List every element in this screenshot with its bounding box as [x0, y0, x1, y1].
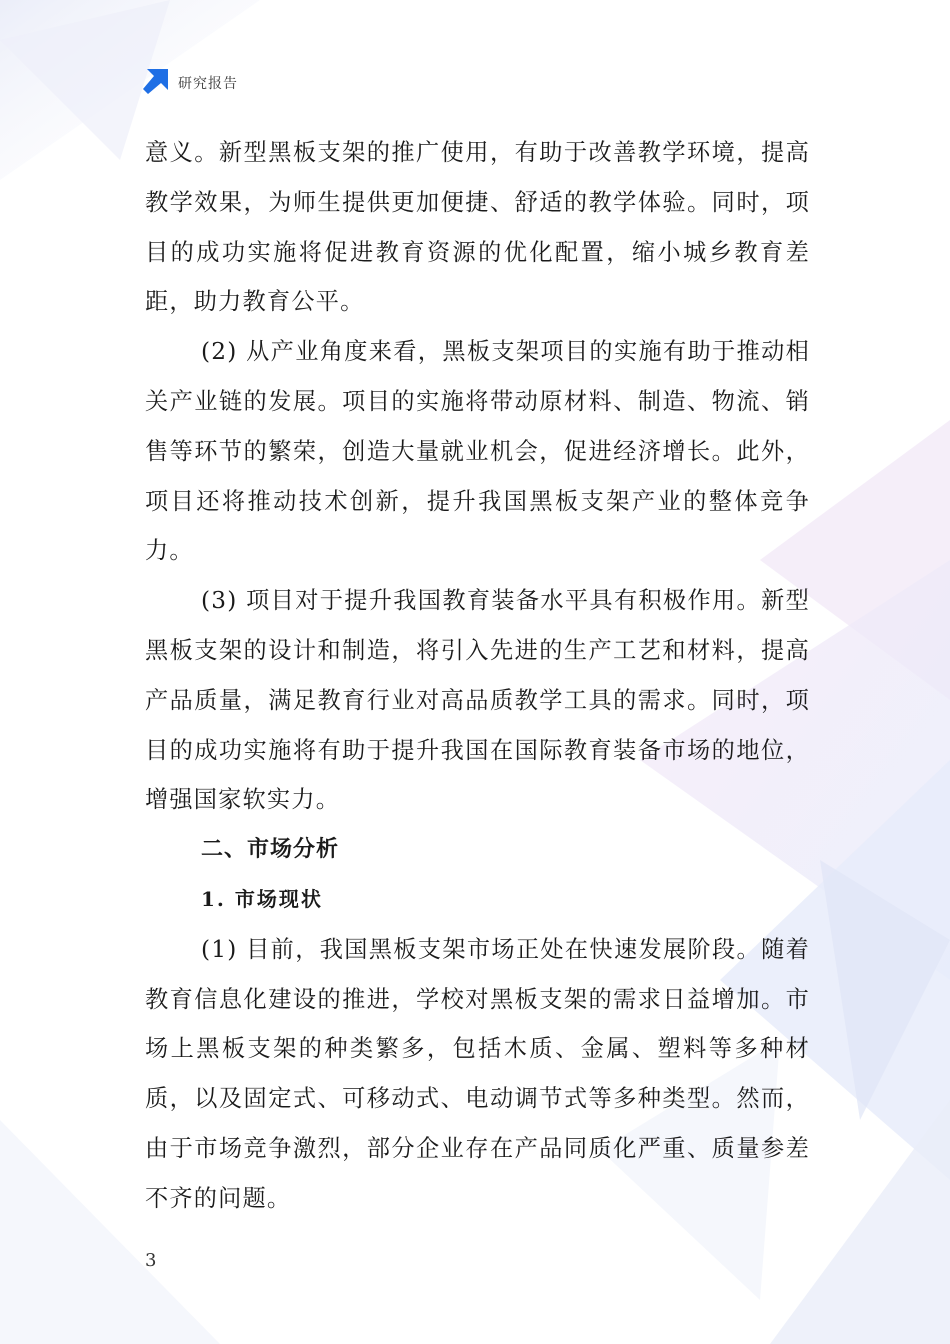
paragraph-significance: 意义。新型黑板支架的推广使用，有助于改善教学环境，提高教学效果，为师生提供更加便捷、舒适的教学体验。同时，项目的成功实施将促进教育资源的优化配置，缩小城乡教育差距，助力教育公平。 — [145, 139, 810, 316]
arrow-up-right-icon — [143, 68, 169, 94]
paragraph-industry: (2) 从产业角度来看，黑板支架项目的实施有助于推动相关产业链的发展。项目的实施将带动原材料、制造、物流、销售等环节的繁荣，创造大量就业机会，促进经济增长。此外，项目还将推动技术创新，提升我国黑板支架产业的整体竞争力。 — [145, 338, 810, 565]
subsection-heading-market-status: 1. 市场现状 — [201, 886, 323, 911]
page-number: 3 — [145, 1250, 157, 1271]
header-title: 研究报告 — [178, 76, 238, 92]
report-header — [143, 68, 238, 94]
paragraph-equipment: (3) 项目对于提升我国教育装备水平具有积极作用。新型黑板支架的设计和制造，将引入先进的生产工艺和材料，提高产品质量，满足教育行业对高品质教学工具的需求。同时，项目的成功实施将有助于提升我国在国际教育装备市场的地位，增强国家软实力。 — [145, 587, 810, 814]
section-heading-market-analysis: 二、市场分析 — [201, 837, 340, 863]
document-body — [145, 128, 810, 1224]
paragraph-market-status: (1) 目前，我国黑板支架市场正处在快速发展阶段。随着教育信息化建设的推进，学校对黑板支架的需求日益增加。市场上黑板支架的种类繁多，包括木质、金属、塑料等多种材质，以及固定式、可移动式、电动调节式等多种类型。然而，由于市场竞争激烈，部分企业存在产品同质化严重、质量参差不齐的问题。 — [145, 935, 810, 1212]
